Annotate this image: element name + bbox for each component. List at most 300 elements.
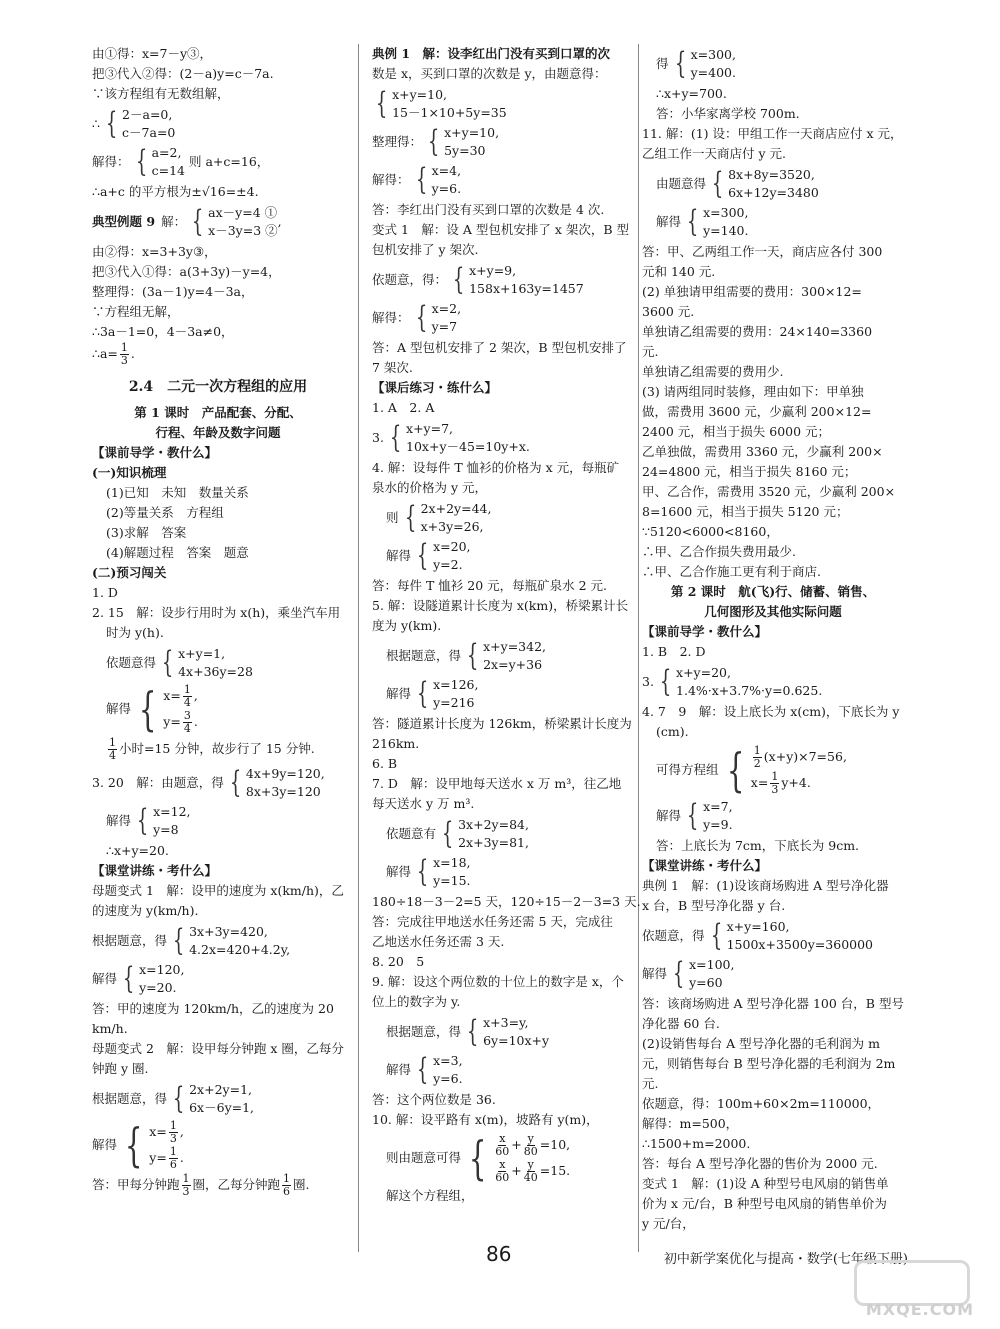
denominator: 2 [753, 757, 761, 770]
text-fragment: , [179, 1124, 184, 1139]
equation-system: 根据题意，得 { 2x+2y=1, 6x－6y=1, [92, 1081, 255, 1116]
equation-row: 2x+2y=1, [189, 1082, 252, 1097]
equation-row: y=20. [139, 980, 177, 995]
text-line: ∴甲、乙合作施工更有利于商店. [642, 564, 821, 579]
equation-row: 2－a=0, [122, 107, 173, 122]
text-fragment: =10, [539, 1137, 571, 1152]
equation-lead: 解得 [386, 1062, 412, 1077]
text-fragment: 小时=15 分钟，故步行了 15 分钟. [119, 741, 315, 756]
text-line: 时为 y(h). [106, 625, 164, 640]
text-line: 答：每件 T 恤衫 20 元，每瓶矿泉水 2 元. [372, 578, 608, 593]
equation-lead: 则 [386, 510, 399, 525]
text-line: 11. 解：(1) 设：甲组工作一天商店应付 x 元， [642, 126, 903, 141]
text-line: 7. D 解：设甲地每天送水 x 万 m³，往乙地 [372, 776, 622, 791]
lesson-heading: 几何图形及其他实际问题 [704, 604, 842, 619]
text-line: 1. B 2. D [642, 644, 706, 659]
equation-lead: 解得 [642, 966, 668, 981]
text-line: 2400 元，相当于损失 6000 元； [642, 424, 831, 439]
text-line: 24=4800 元，相当于损失 8160 元； [642, 464, 857, 479]
text-fragment: y+4. [781, 775, 811, 790]
denominator: 3 [771, 783, 779, 796]
equation-row: x+y=9, [469, 263, 517, 278]
equation-tail: 则 a+c=16， [189, 154, 270, 169]
equation-lead: 得 [656, 56, 669, 71]
numerator: 1 [169, 1119, 177, 1132]
equation-row: 3x+2y=84, [458, 817, 529, 832]
equation-row: x+y=342, [483, 639, 546, 654]
numerator: y [527, 1132, 534, 1145]
equation-row: y=140. [703, 223, 749, 238]
numerator: x [499, 1132, 506, 1145]
text-line: 把③代入①得：a(3+3y)－y=4， [92, 264, 281, 279]
equation-lead: 根据题意，得 [92, 1091, 168, 1106]
page-number: 86 [486, 1242, 512, 1266]
denominator: 6 [169, 1158, 177, 1171]
text-line: 答：李红出门没有买到口罩的次数是 4 次. [372, 202, 605, 217]
equation-system: 根据题意，得 { x+3=y, 6y=10x+y [386, 1014, 550, 1049]
text-line: 答：该商场购进 A 型号净化器 100 台，B 型号 [642, 996, 904, 1011]
text-line: 整理得：(3a－1)y=4－3a， [92, 284, 254, 299]
equation-system: 解得 { x=300, y=140. [656, 204, 749, 239]
equation-system: 根据题意，得 { x+y=342, 2x=y+36 [386, 638, 546, 673]
equation-row: x=4, [431, 163, 462, 178]
equation-row: x－3y=3 ② [208, 223, 278, 238]
text-line: 变式 1 解：设 A 型包机安排了 x 架次，B 型 [372, 222, 630, 237]
equation-system: 解得 { x= $\frac{1}{3}$ , y= $\frac{1}{6}$ . [92, 1118, 184, 1172]
equation-tail: , [277, 214, 282, 229]
text-line: 答：甲、乙两组工作一天，商店应各付 300 [642, 244, 883, 259]
equation-row: a=2, [151, 145, 182, 160]
denominator: 3 [120, 354, 128, 367]
text-line: 元，则销售每台 B 型号净化器的毛利润为 2m [642, 1056, 896, 1071]
text-line: 4. 解：设每件 T 恤衫的价格为 x 元，每瓶矿 [372, 460, 620, 475]
equation-system: 根据题意，得 { 3x+3y=420, 4.2x=420+4.2y, [92, 923, 291, 958]
equation-row: 2x=y+36 [483, 657, 543, 672]
denominator: 3 [169, 1132, 177, 1145]
equation-row: 2x+2y=44, [420, 501, 492, 516]
equation-lead: 依题意，得 [642, 928, 705, 943]
equation-system: 依题意，得 { x+y=160, 1500x+3500y=360000 [642, 918, 874, 953]
text-line: 216km. [372, 736, 420, 751]
equation-lead: 依题意，得： [372, 272, 448, 287]
block-heading: 【课前导学・教什么】 [92, 445, 218, 460]
equation-row: 8x+8y=3520, [728, 167, 815, 182]
equation-system: 3. { x+y=20, 1.4%·x+3.7%·y=0.625. [642, 664, 823, 699]
equation-system: { x+y=10, 15－1×10+5y=35 [375, 86, 507, 121]
equation-row: y=6. [431, 181, 462, 196]
equation-system: 解得 { x=120, y=20. [92, 961, 185, 996]
text-line: 每天送水 y 万 m³. [372, 796, 475, 811]
equation-row [149, 1145, 184, 1171]
fraction [169, 1146, 178, 1171]
equation-system: 依题意得 { x+y=1, 4x+36y=28 [106, 645, 253, 680]
text-line: km/h. [92, 1021, 128, 1036]
text-fragment: 答：甲每分钟跑 [92, 1177, 180, 1192]
denominator: 4 [183, 696, 191, 709]
equation-lead: ∴ [92, 116, 100, 131]
text-line: 答：小华家离学校 700m. [656, 106, 800, 121]
text-fragment: + [511, 1163, 522, 1178]
equation-row: x=126, [433, 677, 479, 692]
text-fragment: =15. [539, 1163, 571, 1178]
text-fragment: x= [149, 1124, 167, 1139]
text-fragment: 圈. [293, 1177, 310, 1192]
text-line: 价为 x 元/台，B 种型号电风扇的销售单价为 [642, 1196, 887, 1211]
equation-system: 典型例题 9 解： { ax－y=4 ① x－3y=3 ② , [92, 204, 282, 239]
equation-row: x+3=y, [483, 1015, 529, 1030]
equation-lead: 依题意有 [386, 826, 437, 841]
equation-row: x+y=160, [726, 919, 790, 934]
equation-lead: 解得 [656, 214, 682, 229]
fraction [524, 1159, 538, 1184]
fraction [495, 1159, 509, 1184]
numerator: 1 [183, 683, 191, 696]
block-heading: 【课堂讲练・考什么】 [92, 863, 218, 878]
equation-row: 10x+y－45=10y+x. [406, 439, 530, 454]
text-line: (3)求解 答案 [106, 525, 187, 540]
text-line: 答：甲的速度为 120km/h，乙的速度为 20 [92, 1001, 334, 1016]
text-line: ∴x+y=20. [106, 843, 169, 858]
equation-row: 4x+36y=28 [178, 664, 253, 679]
text-line [92, 342, 344, 367]
text-fragment: . [193, 714, 198, 729]
fraction [120, 342, 129, 367]
text-line: ∵该方程组有无数组解， [92, 86, 230, 101]
equation-row: x=120, [139, 962, 185, 977]
text-line: 解这个方程组， [386, 1188, 474, 1203]
equation-row [493, 1158, 570, 1184]
equation-row [493, 1132, 570, 1158]
equation-lead: 解得： [372, 172, 410, 187]
equation-lead: 根据题意，得 [386, 648, 462, 663]
column-divider [358, 44, 359, 1252]
book-title: 初中新学案优化与提高・数学(七年级下册) [663, 1252, 908, 1267]
text-line: 180÷18－3－2=5 天，120÷15－2－3=3 天. [372, 894, 641, 909]
equation-system: 解得 { x= $\frac{1}{4}$ , y= $\frac{3}{4}$ . [106, 682, 198, 736]
equation-lead: 解得 [106, 701, 132, 716]
equation-row: 4x+9y=120, [245, 766, 325, 781]
equation-row: 15－1×10+5y=35 [392, 105, 507, 120]
equation-row: y=2. [433, 557, 463, 572]
watermark-logo [850, 1260, 980, 1320]
lesson-heading: 第 1 课时 产品配套、分配、 [134, 405, 302, 420]
equation-row: y=9. [703, 817, 733, 832]
equation-row: c－7a=0 [122, 125, 176, 140]
equation-lead: 由题意得 [656, 176, 707, 191]
left-column [92, 44, 344, 1199]
equation-row: 8x+3y=120 [245, 784, 321, 799]
subheading: (二)预习闯关 [92, 565, 167, 580]
text-line: 净化器 60 台. [642, 1016, 720, 1031]
text-line: 解得：m=500， [642, 1116, 739, 1131]
text-line: (1)已知 未知 数量关系 [106, 485, 249, 500]
numerator: 1 [169, 1145, 177, 1158]
equation-system: 可得方程组 { $\frac{1}{2}$ (x+y)×7=56, x= $\frac{1}{3}$ y+4. [656, 743, 847, 797]
equation-row: x+y=7, [406, 421, 454, 436]
denominator: 80 [523, 1145, 538, 1158]
equation-system: 则 { 2x+2y=44, x+3y=26, [386, 500, 492, 535]
equation-lead: 解得 [386, 548, 412, 563]
text-fragment: . [130, 346, 135, 361]
equation-lead: 3. [642, 674, 654, 689]
equation-row: x+y=1, [178, 646, 226, 661]
equation-row: x=18, [433, 855, 471, 870]
block-heading: 【课前导学・教什么】 [642, 624, 768, 639]
text-line: 做，需费用 3600 元，少赢利 200×12= [642, 404, 872, 419]
text-line [372, 44, 634, 64]
equation-system: 解得 { x=126, y=216 [386, 676, 479, 711]
text-line: 元. [642, 1076, 659, 1091]
text-line: 8. 20 5 [372, 954, 425, 969]
equation-row: x=300, [703, 205, 749, 220]
text-line: 把③代入②得：(2－a)y=c－7a. [92, 66, 274, 81]
text-line: 单独请乙组需要的费用少. [642, 364, 784, 379]
equation-lead: 解得： [92, 154, 130, 169]
text-line: ∴a+c 的平方根为±√16=±4. [92, 184, 259, 199]
text-line: ∵方程组无解， [92, 304, 180, 319]
equation-system: ∴ { 2－a=0, c－7a=0 [92, 106, 176, 141]
text-line: (cm). [656, 724, 689, 739]
text-line: (4)解题过程 答案 题意 [106, 545, 249, 560]
numerator: y [527, 1158, 534, 1171]
numerator: x [499, 1158, 506, 1171]
equation-system: 解得 { x=7, y=9. [656, 798, 733, 833]
equation-row: y=60 [689, 975, 723, 990]
text-line: 7 架次. [372, 360, 413, 375]
text-line: (2) 单独请甲组需要的费用：300×12= [642, 284, 862, 299]
equation-system: 则由题意可得 { $\frac{x}{60}$ + $\frac{y}{80}$ =10, $\frac{x}{60}$ + $\frac{y}{40}$ =15. [386, 1131, 571, 1185]
numerator: 3 [183, 709, 191, 722]
text-line: (2)设销售每台 A 型号净化器的毛利润为 m [642, 1036, 881, 1051]
equation-system: 解得 { x=12, y=8 [106, 803, 191, 838]
denominator: 60 [495, 1145, 510, 1158]
fraction [108, 737, 117, 762]
denominator: 4 [183, 722, 191, 735]
text-fragment: + [511, 1137, 522, 1152]
equation-row: 158x+163y=1457 [469, 281, 584, 296]
fraction [770, 771, 779, 796]
equation-row: x=20, [433, 539, 471, 554]
numerator: 1 [283, 1172, 291, 1185]
equation-row: x+3y=26, [420, 519, 484, 534]
equation-row: x=100, [689, 957, 735, 972]
numerator: 1 [771, 770, 779, 783]
equation-lead: 解： [161, 214, 187, 229]
text-line: 母题变式 1 解：设甲的速度为 x(km/h)，乙 [92, 883, 344, 898]
equation-row: y=8 [153, 822, 179, 837]
equation-system: 解得 { x=20, y=2. [386, 538, 471, 573]
text-line: ∴x+y=700. [656, 86, 727, 101]
equation-row: 5y=30 [444, 143, 486, 158]
equation-lead: 根据题意，得 [92, 933, 168, 948]
text-line: 1. A 2. A [372, 400, 435, 415]
equation-lead: 解得 [386, 686, 412, 701]
equation-system: 3. 20 解：由题意，得 { 4x+9y=120, 8x+3y=120 [92, 765, 325, 800]
equation-row: 6x+12y=3480 [728, 185, 819, 200]
text-line: 10. 解：设平路有 x(m)，坡路有 y(m)， [372, 1112, 599, 1127]
equation-lead: 整理得： [372, 134, 423, 149]
equation-lead: 则由题意可得 [386, 1150, 462, 1165]
text-line: 位上的数字为 y. [372, 994, 461, 1009]
equation-lead: 解得 [656, 808, 682, 823]
equation-system: 解得： { x=4, y=6. [372, 162, 462, 197]
text-line: y 元/台， [642, 1216, 695, 1231]
equation-row: x=7, [703, 799, 733, 814]
subheading: (一)知识梳理 [92, 465, 167, 480]
text-line: 典例 1 解：(1)设该商场购进 A 型号净化器 [642, 878, 889, 893]
text-line: 1. D [92, 585, 118, 600]
equation-row: y=216 [433, 695, 475, 710]
text-line: 的速度为 y(km/h). [92, 903, 199, 918]
equation-row: x=300, [690, 47, 736, 62]
text-line: 乙地送水任务还需 3 天. [372, 934, 505, 949]
equation-row: x=12, [153, 804, 191, 819]
text-line: 钟跑 y 圈. [92, 1061, 149, 1076]
fraction [169, 1120, 178, 1145]
equation-lead: 解得 [92, 1137, 118, 1152]
equation-system: 依题意，得： { x+y=9, 158x+163y=1457 [372, 262, 584, 297]
equation-row [751, 744, 847, 770]
text-line: 答：每台 A 型号净化器的售价为 2000 元. [642, 1156, 878, 1171]
equation-lead: 解得 [386, 864, 412, 879]
denominator: 3 [182, 1185, 190, 1198]
equation-row [751, 770, 847, 796]
text-line: (2)等量关系 方程组 [106, 505, 224, 520]
text-line: ∴1500+m=2000. [642, 1136, 751, 1151]
text-line: 由②得：x=3+3y③， [92, 244, 217, 259]
equation-system: 依题意有 { 3x+2y=84, 2x+3y=81, [386, 816, 529, 851]
text-line: 答：隧道累计长度为 126km，桥梁累计长度为 [372, 716, 632, 731]
equation-row: 4.2x=420+4.2y, [189, 942, 291, 957]
text-line: 依题意，得：100m+60×2m=110000， [642, 1096, 881, 1111]
text-line [92, 737, 344, 763]
equation-row: y=400. [690, 65, 736, 80]
text-fragment: y= [149, 1150, 167, 1165]
text-line: 元. [642, 344, 659, 359]
equation-lead: 3. 20 解：由题意，得 [92, 775, 224, 790]
equation-row: 6y=10x+y [483, 1033, 550, 1048]
equation-row: 6x－6y=1, [189, 1100, 255, 1115]
equation-system: 解得： { a=2, c=14 则 a+c=16， [92, 144, 270, 179]
text-line: x 台，B 型号净化器 y 台. [642, 898, 786, 913]
fraction [495, 1133, 509, 1158]
text-fragment: 典例 1 解：设李红出门没有买到口罩的次 [372, 46, 611, 61]
text-line: 6. B [372, 756, 398, 771]
text-line: 5. 解：设隧道累计长度为 x(km)，桥梁累计长 [372, 598, 629, 613]
text-line: ∴甲、乙合作损失费用最少. [642, 544, 796, 559]
equation-system: 解得 { x=100, y=60 [642, 956, 735, 991]
example-label: 典型例题 9 [92, 214, 156, 229]
equation-system: 解得： { x=2, y=7 [372, 300, 462, 335]
text-line [92, 1173, 344, 1199]
fraction [282, 1173, 291, 1198]
equation-system: 解得 { x=18, y=15. [386, 854, 471, 889]
equation-row: 1500x+3500y=360000 [726, 937, 874, 952]
fraction [183, 710, 192, 735]
middle-column [372, 44, 641, 1206]
equation-row: x=3, [433, 1053, 463, 1068]
text-line: 母题变式 2 解：设甲每分钟跑 x 圈，乙每分 [92, 1041, 344, 1056]
denominator: 6 [283, 1185, 291, 1198]
text-line: 变式 1 解：(1)设 A 种型号电风扇的销售单 [642, 1176, 889, 1191]
text-line: 甲、乙合作，需费用 3520 元，少赢利 200× [642, 484, 896, 499]
text-line: 4. 7 9 解：设上底长为 x(cm)，下底长为 y [642, 704, 900, 719]
text-fragment: ∴a= [92, 346, 118, 361]
denominator: 60 [495, 1171, 510, 1184]
text-line: 答：这个两位数是 36. [372, 1092, 496, 1107]
denominator: 4 [109, 749, 116, 762]
text-fragment: y= [163, 714, 181, 729]
text-line: 元和 140 元. [642, 264, 716, 279]
text-line: 度为 y(km). [372, 618, 442, 633]
right-column [642, 44, 904, 1234]
equation-row [163, 683, 198, 709]
equation-row: 2x+3y=81, [458, 835, 529, 850]
equation-row: y=15. [433, 873, 471, 888]
lesson-heading: 行程、年龄及数字问题 [155, 425, 281, 440]
equation-row: x=2, [431, 301, 462, 316]
text-line: 8=1600 元，相当于损失 5120 元； [642, 504, 849, 519]
text-line: 9. 解：设这个两位数的十位上的数字是 x，个 [372, 974, 624, 989]
text-fragment: x= [750, 775, 769, 790]
equation-lead: 3. [372, 430, 384, 445]
equation-row [149, 1119, 184, 1145]
text-line: 由①得：x=7－y③， [92, 46, 213, 61]
text-line: 答：上底长为 7cm，下底长为 9cm. [656, 838, 860, 853]
text-line: 答：完成往甲地送水任务还需 5 天，完成往 [372, 914, 613, 929]
equation-lead: 解得： [372, 310, 410, 325]
text-line: 单独请乙组需要的费用：24×140=3360 [642, 324, 873, 339]
equation-system: 整理得： { x+y=10, 5y=30 [372, 124, 500, 159]
equation-row: 3x+3y=420, [189, 924, 268, 939]
fraction [753, 745, 762, 770]
denominator: 40 [523, 1171, 538, 1184]
lesson-heading: 第 2 课时 航(飞)行、储蓄、销售、 [670, 584, 876, 599]
equation-row: y=7 [431, 319, 458, 334]
text-fragment: 圈，乙每分钟跑 [192, 1177, 281, 1192]
equation-row: x+y=20, [676, 665, 731, 680]
equation-row: x+y=10, [392, 87, 448, 102]
numerator: 1 [109, 736, 116, 749]
numerator: 1 [120, 341, 128, 354]
equation-system: 解得 { x=3, y=6. [386, 1052, 463, 1087]
column-divider [638, 44, 639, 1252]
numerator: 1 [753, 744, 761, 757]
watermark-text: MXQE.COM [865, 1300, 974, 1319]
equation-row: y=6. [433, 1071, 463, 1086]
text-line: 乙组工作一天商店付 y 元. [642, 146, 786, 161]
equation-row: 1.4%·x+3.7%·y=0.625. [676, 683, 823, 698]
equation-row: x+y=10, [444, 125, 500, 140]
text-line: (3) 请两组同时装修，理由如下：甲单独 [642, 384, 864, 399]
text-line: 泉水的价格为 y 元， [372, 480, 488, 495]
text-fragment: (x+y)×7=56, [763, 749, 847, 764]
text-line: 3600 元. [642, 304, 695, 319]
equation-row: ax－y=4 ① [208, 205, 278, 220]
text-line: 乙单独做，需费用 3360 元，少赢利 200× [642, 444, 883, 459]
equation-row [163, 709, 198, 735]
section-heading: 2.4 二元一次方程组的应用 [128, 379, 308, 395]
text-line: 包机安排了 y 架次. [372, 242, 479, 257]
text-line: ∴3a－1=0，4－3a≠0， [92, 324, 234, 339]
equation-lead: 解得 [92, 971, 118, 986]
equation-lead: 可得方程组 [656, 762, 719, 777]
equation-system: 3. { x+y=7, 10x+y－45=10y+x. [372, 420, 530, 455]
text-line: ∵5120<6000<8160， [642, 524, 779, 539]
text-line: 数是 x，买到口罩的次数是 y，由题意得： [372, 66, 607, 81]
block-heading: 【课堂讲练・考什么】 [642, 858, 768, 873]
equation-lead: 根据题意，得 [386, 1024, 462, 1039]
